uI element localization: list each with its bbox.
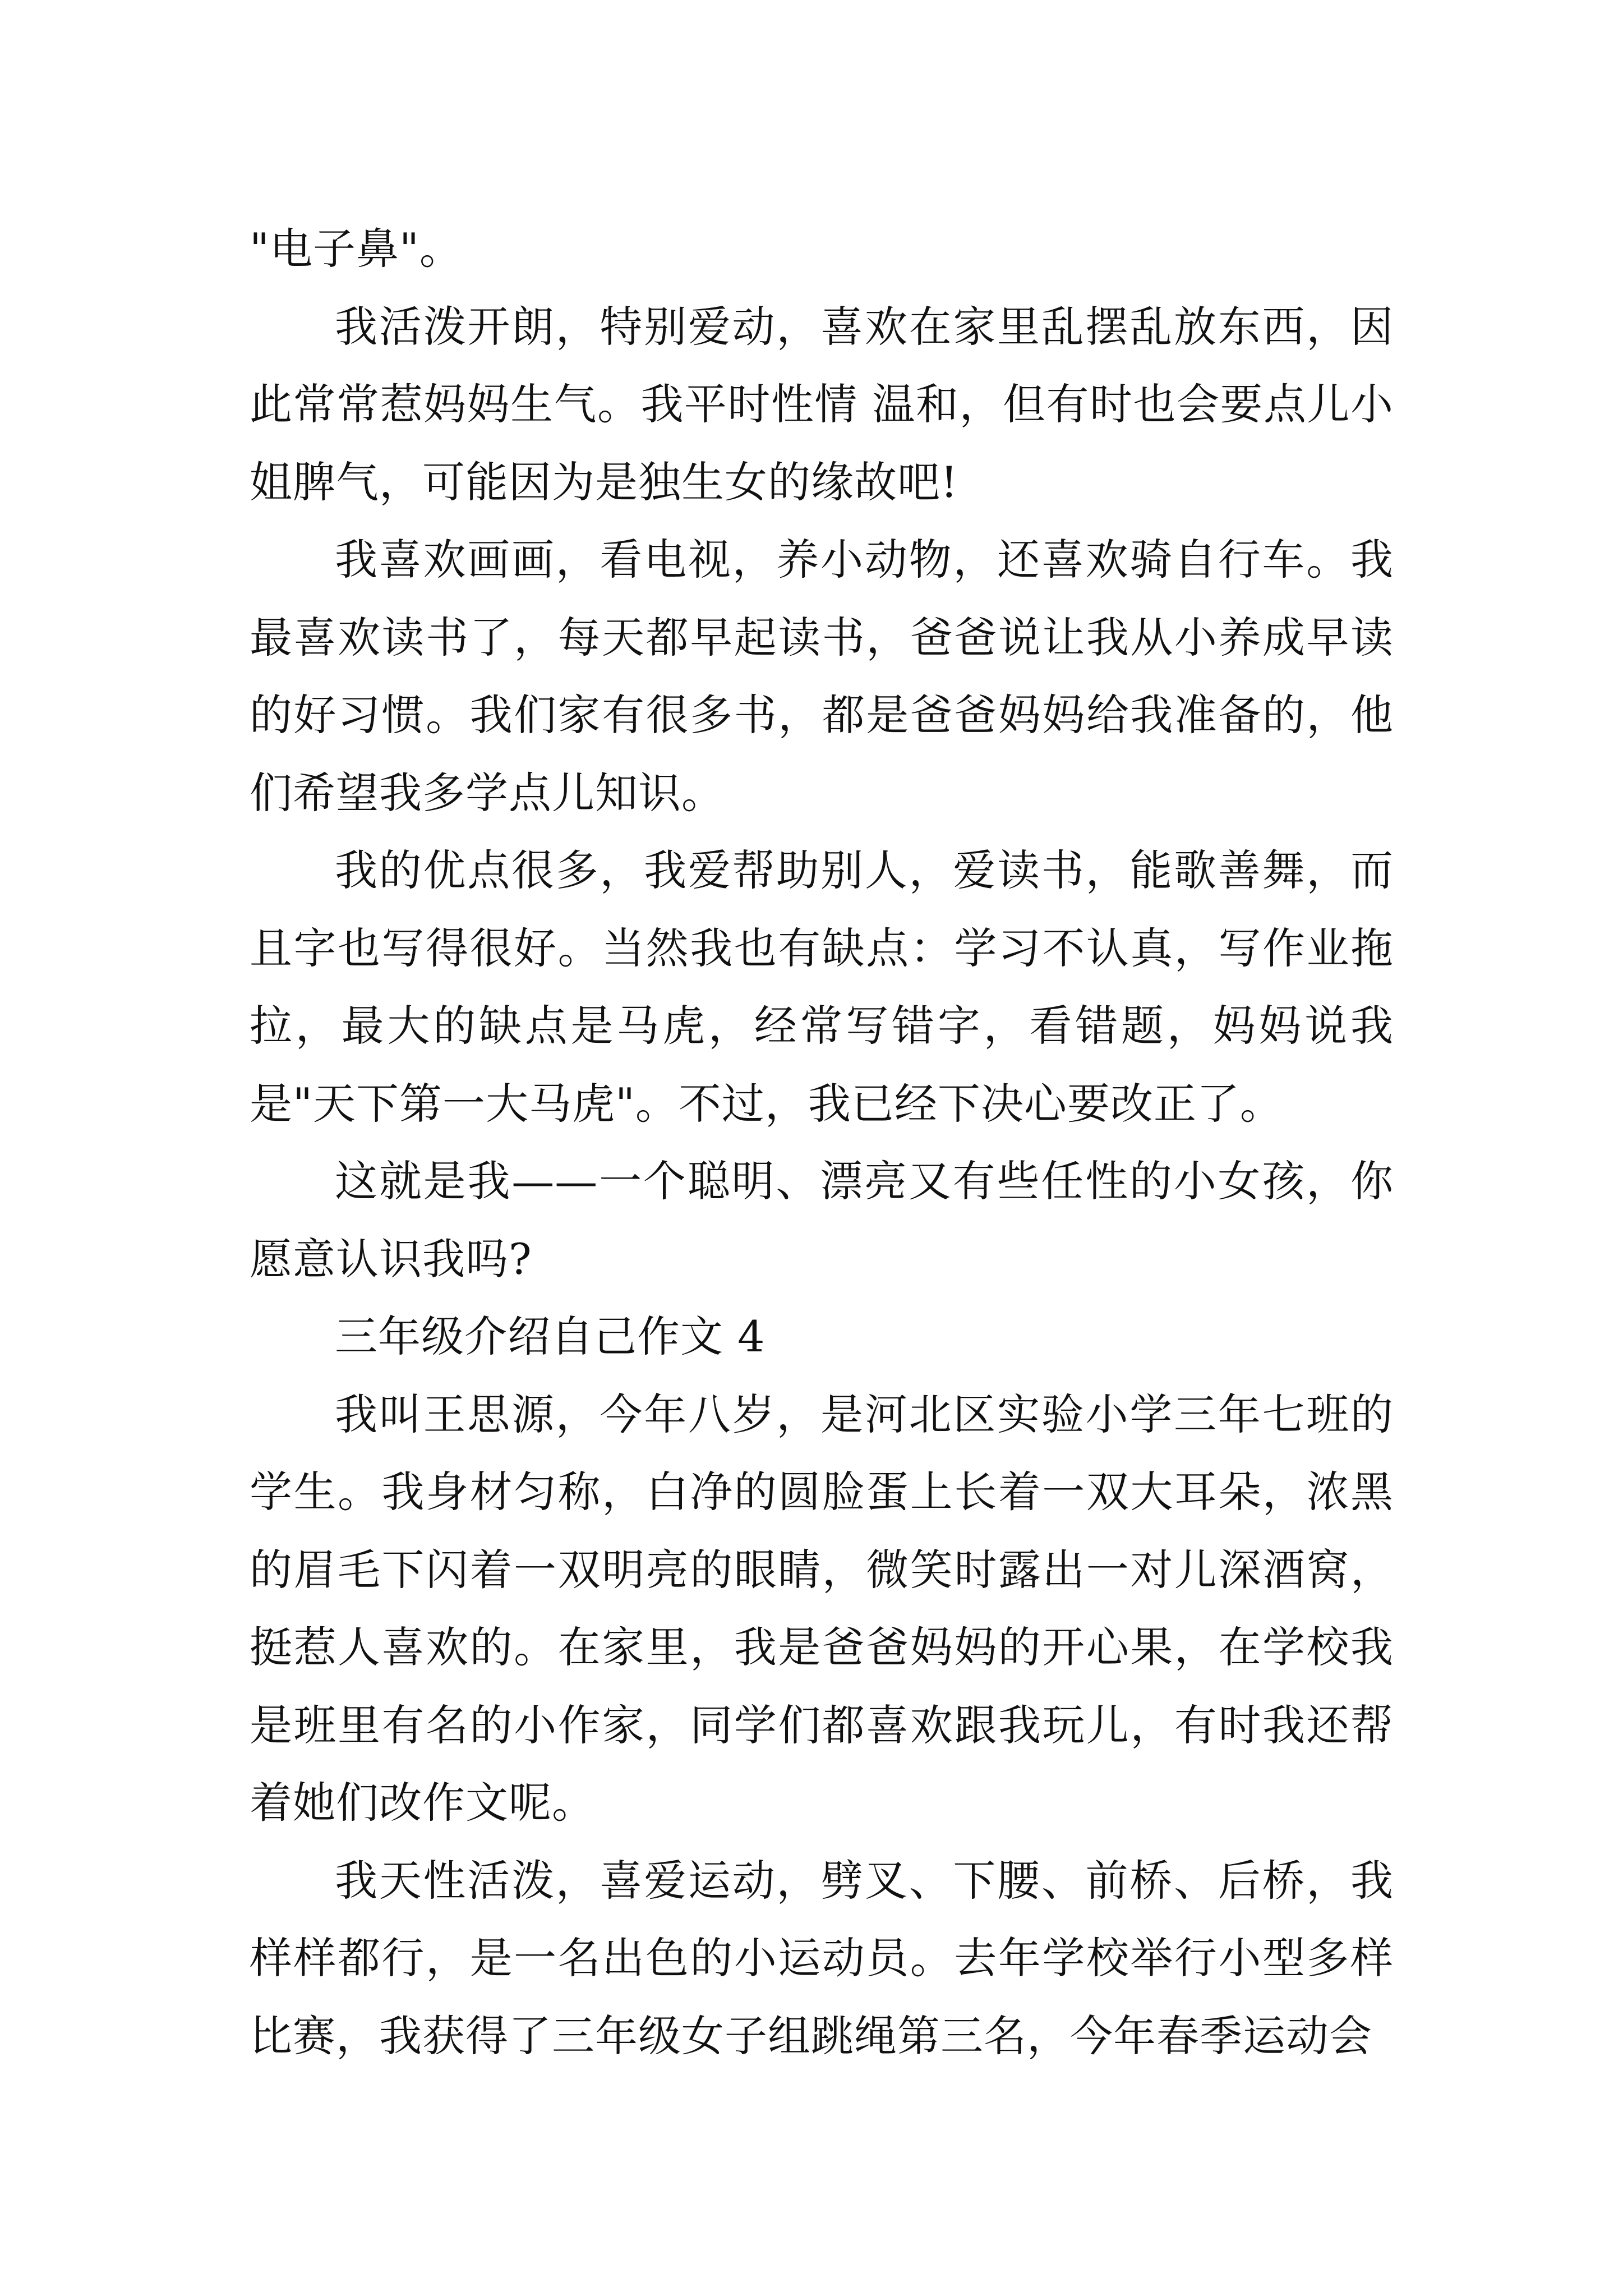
paragraph-continuation: "电子鼻"。 [250,224,463,274]
paragraph-strengths-weaknesses: 我的优点很多，我爱帮助别人，爱读书，能歌善舞，而且字也写得很好。当然我也有缺点：学习不认真，写作业拖拉，最大的缺点是马虎，经常写错字，看错题，妈妈说我是"天下第一大马虎"。不过，我已经下决心要改正了。 [250,845,1394,1129]
section-title: 三年级介绍自己作文 4 [335,1312,766,1361]
paragraph-personality: 我活泼开朗，特别爱动，喜欢在家里乱摆乱放东西，因此常常惹妈妈生气。我平时性情 温和，但有时也会要点儿小姐脾气，可能因为是独生女的缘故吧! [250,301,1394,507]
paragraph-introduction: 我叫王思源，今年八岁，是河北区实验小学三年七班的学生。我身材匀称，白净的圆脸蛋上长着一双大耳朵，浓黑的眉毛下闪着一双明亮的眼睛，微笑时露出一对儿深酒窝，挺惹人喜欢的。在家里，我是爸爸妈妈的开心果，在学校我是班里有名的小作家，同学们都喜欢跟我玩儿，有时我还帮着她们改作文呢。 [250,1389,1394,1828]
paragraph-sports: 我天性活泼，喜爱运动，劈叉、下腰、前桥、后桥，我样样都行，是一名出色的小运动员。去年学校举行小型多样比赛，我获得了三年级女子组跳绳第三名，今年春季运动会 [250,1855,1394,2061]
paragraph-conclusion: 这就是我——一个聪明、漂亮又有些任性的小女孩，你愿意认识我吗? [250,1156,1394,1284]
document-body [250,210,1394,2075]
paragraph-hobbies: 我喜欢画画，看电视，养小动物，还喜欢骑自行车。我最喜欢读书了，每天都早起读书，爸爸说让我从小养成早读的好习惯。我们家有很多书，都是爸爸妈妈给我准备的，他们希望我多学点儿知识。 [250,535,1394,818]
